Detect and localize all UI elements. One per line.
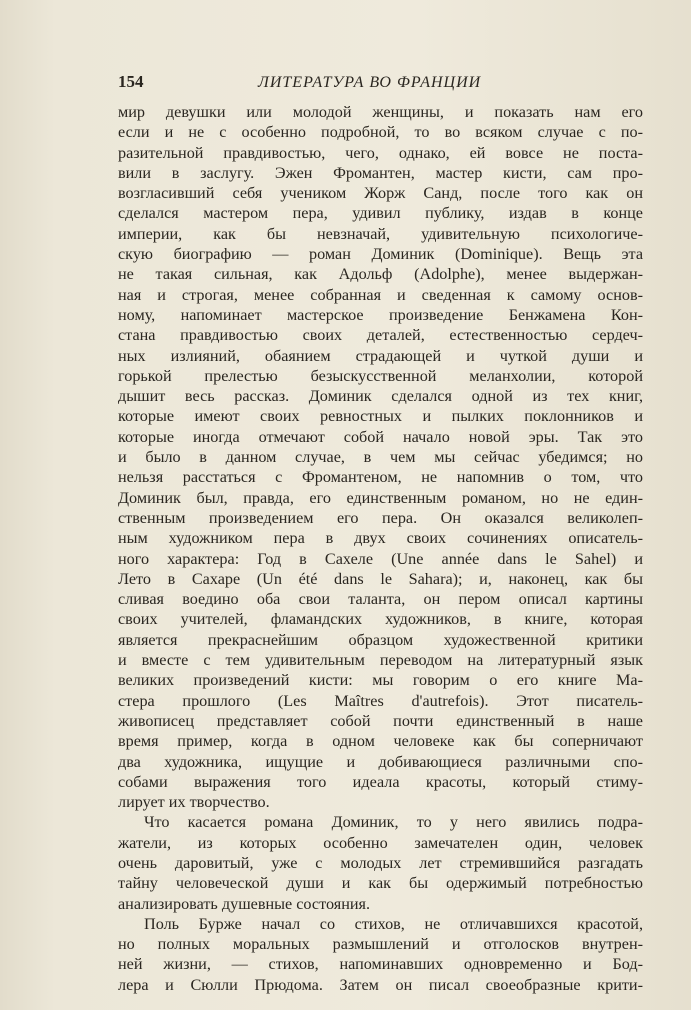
text-line: очень даровитый, уже с молодых лет стремившийся разгадать xyxy=(118,853,643,872)
text-line: ным художником пера в двух своих сочинениях описатель- xyxy=(118,529,643,548)
text-line: является прекраснейшим образцом художественной критики xyxy=(118,630,643,649)
text-line: не такая сильная, как Адольф (Adolphe), менее выдержан- xyxy=(118,265,643,284)
page-number: 154 xyxy=(118,72,144,91)
page-body xyxy=(118,102,643,995)
text-line: Что касается романа Доминик, то у него явились подра- xyxy=(144,813,643,832)
text-line: лера и Сюлли Прюдома. Затем он писал своеобразные крити- xyxy=(118,975,643,994)
text-line: Лето в Сахаре (Un été dans le Sahara); и, наконец, как бы xyxy=(118,569,643,588)
text-line: вили в заслугу. Эжен Фромантен, мастер кисти, сам про- xyxy=(118,163,643,182)
paragraph xyxy=(118,812,643,913)
text-line: лирует их творчество. xyxy=(118,793,270,812)
text-line: тайну человеческой души и как бы одержимый потребностью xyxy=(118,874,643,893)
text-line: сливая воедино оба свои таланта, он пером описал картины xyxy=(118,590,643,609)
text-line: сделался мастером пера, удивил публику, издав в конце xyxy=(118,204,643,223)
text-line: ному, напоминает мастерское произведение Бенжамена Кон- xyxy=(118,305,643,324)
text-line: горькой прелестью безыскусственной меланхолии, которой xyxy=(118,366,643,385)
text-line: возгласивший себя учеником Жорж Санд, после того как он xyxy=(118,184,643,203)
paragraph xyxy=(118,102,643,812)
text-line: ного характера: Год в Сахеле (Une année dans le Sahel) и xyxy=(118,549,643,568)
text-line: великих произведений кисти: мы говорим о его книге Ма- xyxy=(118,671,643,690)
text-line: и было в данном случае, в чем мы сейчас убедимся; но xyxy=(118,448,643,467)
text-line: нельзя расстаться с Фромантеном, не напомнив о том, что xyxy=(118,468,643,487)
text-line: если и не с особенно подробной, то во всяком случае с по- xyxy=(118,123,643,142)
text-line: своих учителей, фламандских художников, в книге, которая xyxy=(118,610,643,629)
text-line: разительной правдивостью, чего, однако, ей вовсе не поста- xyxy=(118,143,643,162)
text-line: и вместе с тем удивительным переводом на литературный язык xyxy=(118,651,643,670)
text-line: Доминик был, правда, его единственным романом, но не един- xyxy=(118,488,643,507)
page-header xyxy=(118,72,643,96)
text-line: которые имеют своих ревностных и пылких поклонников и xyxy=(118,407,643,426)
text-line: собами выражения того идеала красоты, который стиму- xyxy=(118,772,643,791)
text-line: стана правдивостью своих деталей, естественностью сердеч- xyxy=(118,326,643,345)
text-line: мир девушки или молодой женщины, и показать нам его xyxy=(118,103,643,121)
paragraph xyxy=(118,914,643,995)
text-line: Поль Бурже начал со стихов, не отличавшихся красотой, xyxy=(144,914,643,933)
text-line: но полных моральных размышлений и отголосков внутрен- xyxy=(118,935,643,954)
text-line: время пример, когда в одном человеке как бы соперничают xyxy=(118,732,643,751)
text-line: анализировать душевные состояния. xyxy=(118,894,371,913)
running-title: ЛИТЕРАТУРА ВО ФРАНЦИИ xyxy=(258,74,482,91)
text-line: ственным произведением его пера. Он оказался великолеп- xyxy=(118,508,643,527)
text-line: ная и строгая, менее собранная и сведенная к самому основ- xyxy=(118,285,643,304)
text-line: стера прошлого (Les Maîtres d'autrefois). Этот писатель- xyxy=(118,691,643,710)
text-line: дышит весь рассказ. Доминик сделался одной из тех книг, xyxy=(118,387,643,406)
text-line: ней жизни, — стихов, напоминавших одновременно и Бод- xyxy=(118,955,643,974)
text-line: скую биографию — роман Доминик (Dominique). Вещь эта xyxy=(118,245,643,264)
text-line: ных излияний, обаянием страдающей и чуткой души и xyxy=(118,346,643,365)
text-line: два художника, ищущие и добивающиеся различными спо- xyxy=(118,752,643,771)
text-line: которые иногда отмечают собой начало новой эры. Так это xyxy=(118,427,643,446)
text-line: живописец представляет собой почти единственный в наше xyxy=(118,711,643,730)
text-line: империи, как бы невзначай, удивительную психологиче- xyxy=(118,224,643,243)
text-line: жатели, из которых особенно замечателен один, человек xyxy=(118,833,643,852)
